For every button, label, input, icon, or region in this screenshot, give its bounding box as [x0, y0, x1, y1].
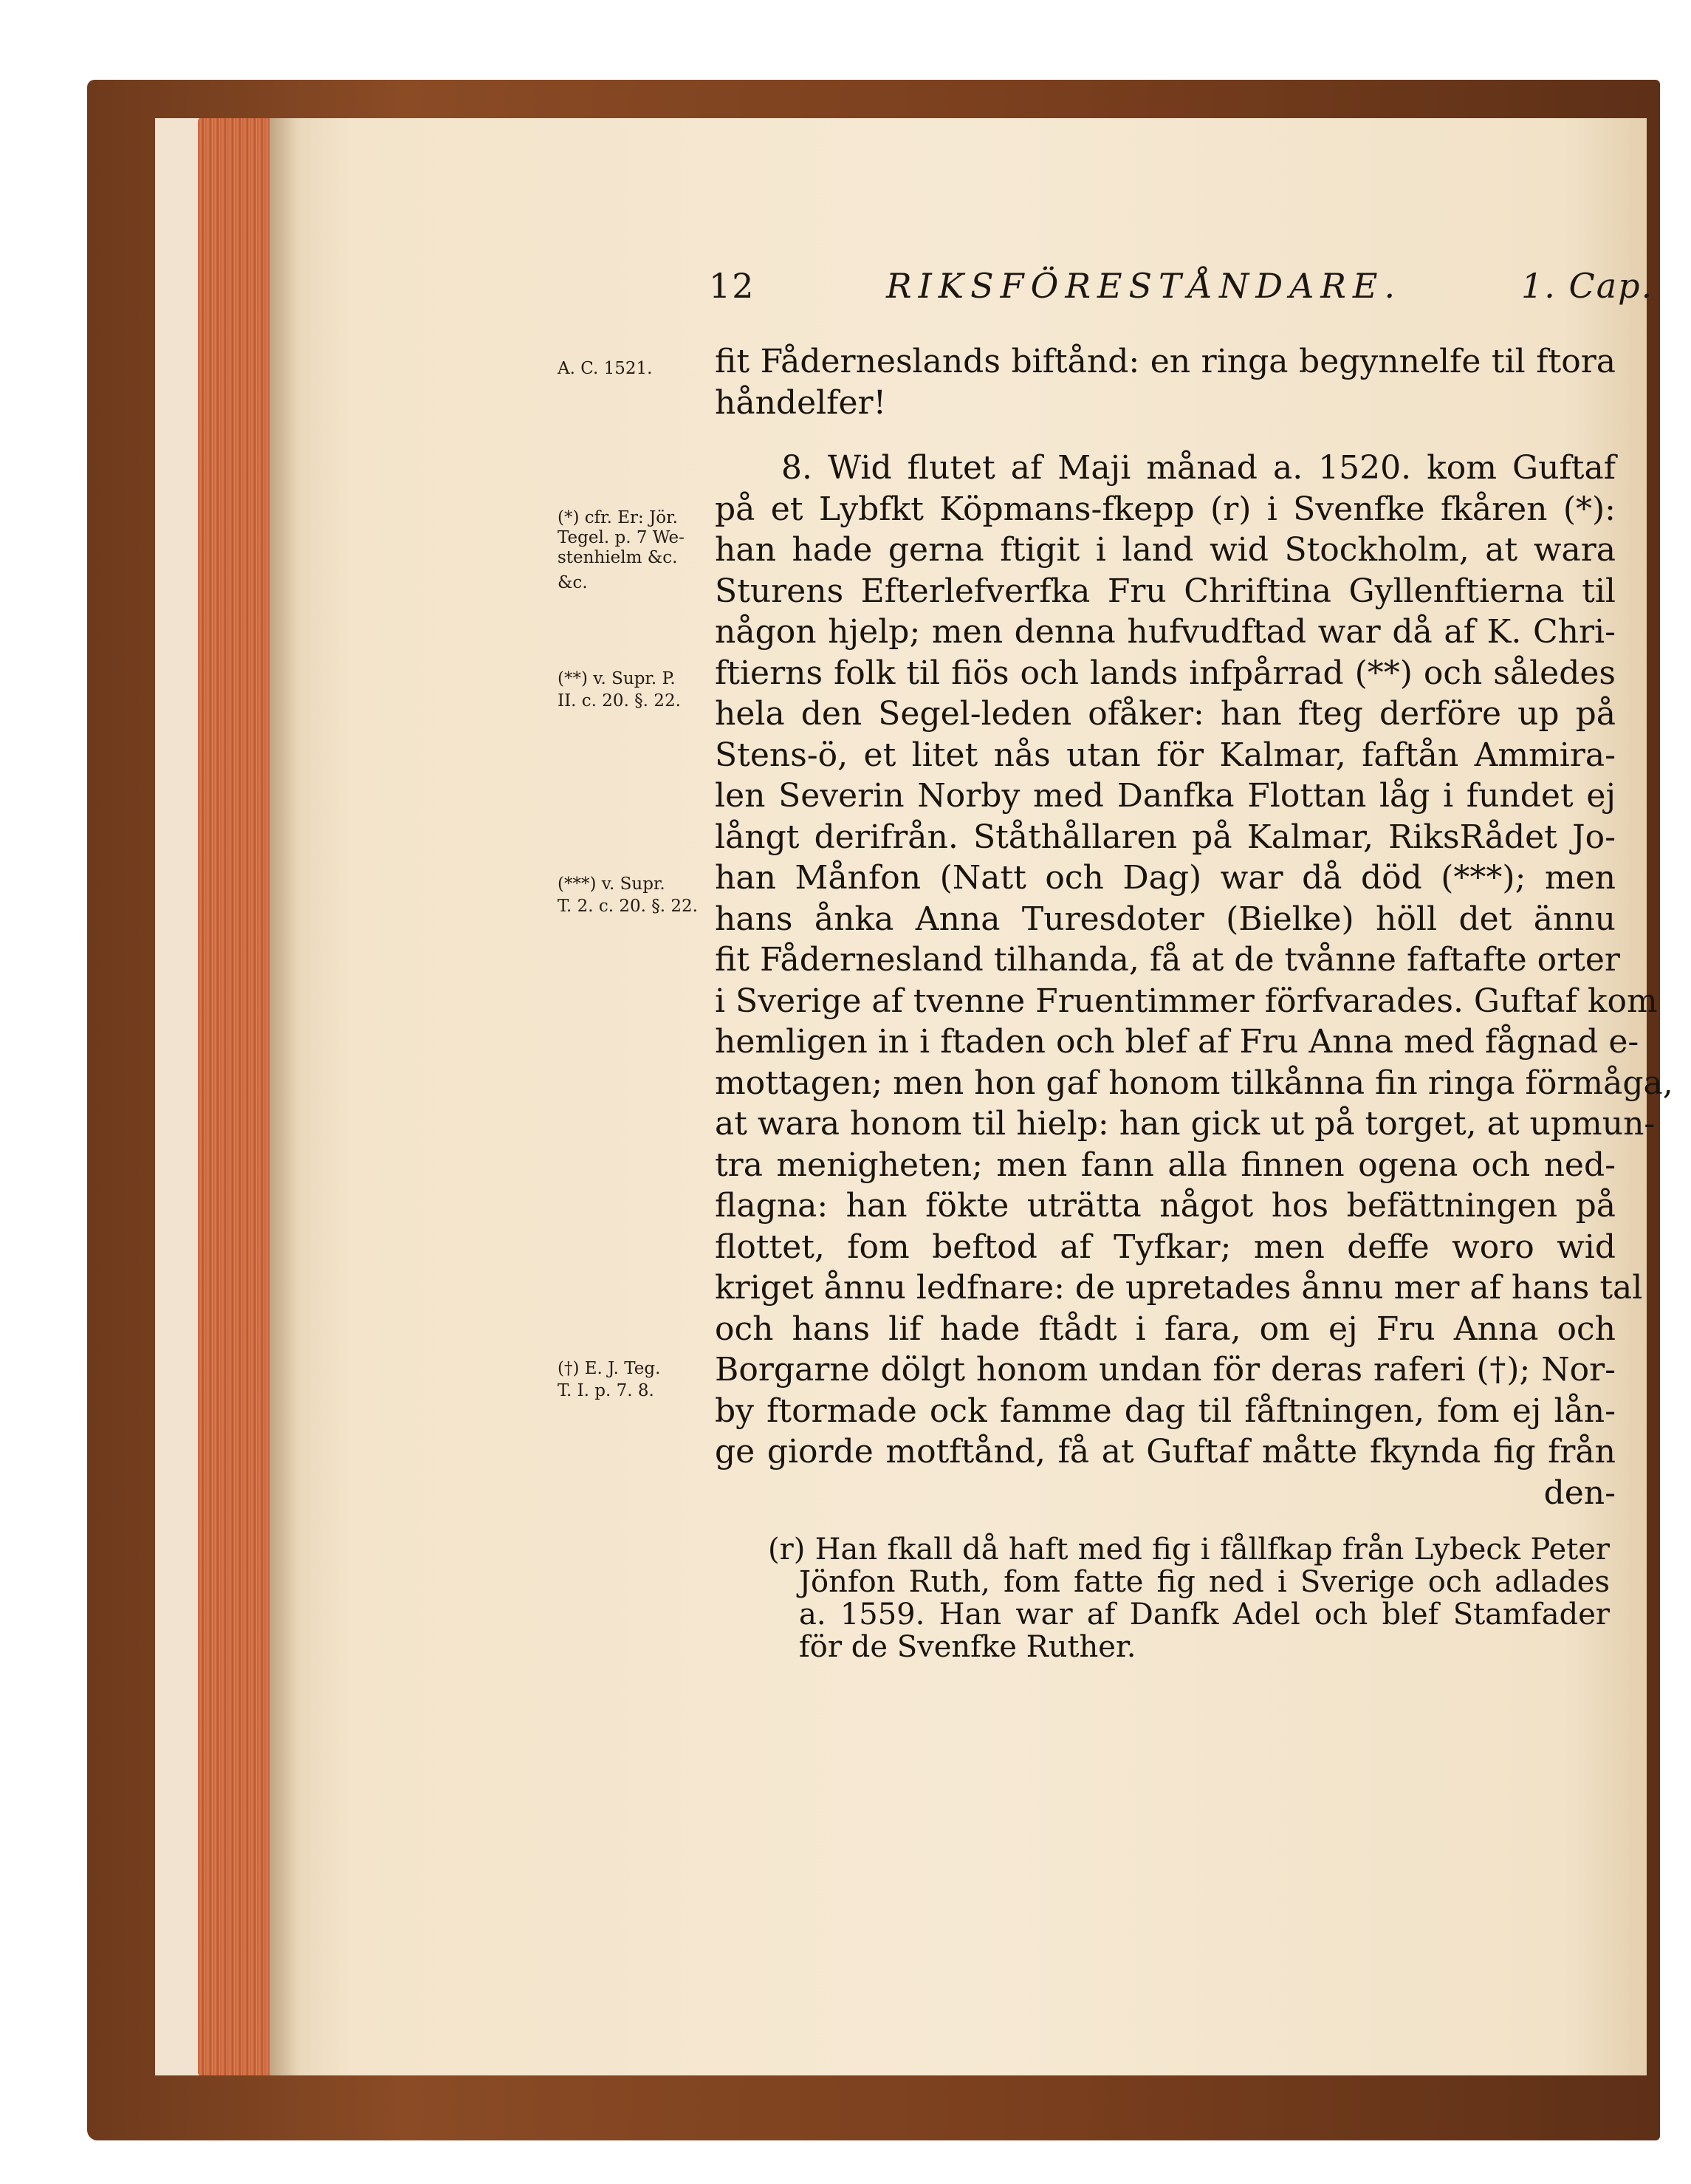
chapter-label: 1. Cap. — [1521, 266, 1654, 306]
page-edges — [198, 118, 272, 2075]
body-line: han hade gerna ftigit i land wid Stockholm, at wara — [715, 531, 1616, 569]
margin-note-4: (†) E. J. Teg. — [558, 1359, 661, 1378]
body-line: någon hjelp; men denna hufvudftad war då af K. Chri- — [715, 613, 1616, 651]
body-line: len Severin Norby med Danfka Flottan låg i fundet ej — [715, 777, 1616, 815]
margin-note-1: stenhielm &c. — [558, 548, 678, 567]
margin-note-4: T. I. p. 7. 8. — [558, 1381, 654, 1400]
margin-note-1: &c. — [558, 573, 588, 592]
body-line: mottagen; men hon gaf honom tilkånna fin ringa förmåga, — [715, 1064, 1673, 1102]
body-line: och hans lif hade ftådt i fara, om ej Fru Anna och — [715, 1310, 1616, 1348]
body-line: på et Lybfkt Köpmans-fkepp (r) i Svenfke fkåren (*): — [715, 490, 1616, 528]
margin-note-2: (**) v. Supr. P. — [558, 669, 676, 688]
endpaper — [155, 118, 199, 2075]
body-line: ge giorde motftånd, få at Guftaf måtte fkynda fig från — [715, 1433, 1616, 1471]
body-line: hans ånka Anna Turesdoter (Bielke) höll det ännu — [715, 900, 1616, 938]
body-line: långt derifrån. Ståthållaren på Kalmar, RiksRådet Jo- — [715, 818, 1616, 856]
body-line: at wara honom til hielp: han gick ut på torget, at upmun- — [715, 1105, 1656, 1143]
body-line: hela den Segel-leden ofåker: han fteg derföre up på — [715, 695, 1616, 733]
body-line: hemligen in i ftaden och blef af Fru Anna med fågnad e- — [715, 1023, 1639, 1061]
margin-note-year: A. C. 1521. — [558, 359, 653, 378]
body-line: tra menigheten; men fann alla finnen ogena och ned- — [715, 1146, 1616, 1184]
page-number: 12 — [709, 266, 755, 306]
margin-note-3: T. 2. c. 20. §. 22. — [558, 897, 698, 916]
margin-note-2: II. c. 20. §. 22. — [558, 691, 681, 711]
body-line: Stens-ö, et litet nås utan för Kalmar, faftån Ammira- — [715, 736, 1616, 774]
margin-note-1: (*) cfr. Er: Jör. — [558, 508, 678, 527]
catchword: den- — [1543, 1474, 1616, 1512]
running-title: RIKSFÖRESTÅNDARE. — [886, 266, 1402, 306]
margin-note-3: (***) v. Supr. — [558, 874, 665, 894]
body-line: fit Fådernesland tilhanda, få at de tvånne faftafte orter — [715, 941, 1620, 979]
footnote-line: (r) Han fkall då haft med fig i fållfkap från Lybeck Peter — [768, 1533, 1610, 1567]
body-line: Borgarne dölgt honom undan för deras raferi (†); Nor- — [715, 1351, 1616, 1389]
body-line: kriget ånnu ledfnare: de upretades ånnu mer af hans tal — [715, 1269, 1643, 1307]
body-line: i Sverige af tvenne Fruentimmer förfvarades. Guftaf kom — [715, 982, 1658, 1020]
body-line: Sturens Efterlefverfka Fru Chriftina Gyllenftierna til — [715, 572, 1616, 610]
body-line: by ftormade ock famme dag til fåftningen, fom ej lån- — [715, 1392, 1616, 1430]
gutter-shadow — [270, 118, 299, 2075]
body-line: fit Fåderneslands biftånd: en ringa begynnelfe til ftora — [715, 343, 1616, 380]
body-line: flottet, fom beftod af Tyfkar; men deffe woro wid — [715, 1228, 1616, 1266]
body-line: flagna: han fökte uträtta något hos befättningen på — [715, 1187, 1616, 1225]
paragraph-first-line: 8. Wid flutet af Maji månad a. 1520. kom Guftaf — [781, 449, 1616, 487]
body-line: han Månfon (Natt och Dag) war då död (***); men — [715, 859, 1616, 897]
body-line: ftierns folk til fiös och lands infpårrad (**) och således — [715, 654, 1616, 692]
margin-note-1: Tegel. p. 7 We- — [558, 528, 685, 547]
footnote-line: för de Svenfke Ruther. — [799, 1630, 1136, 1664]
footnote-line: a. 1559. Han war af Danfk Adel och blef Stamfader — [799, 1598, 1610, 1632]
footnote-line: Jönfon Ruth, fom fatte fig ned i Sverige och adlades — [799, 1565, 1610, 1599]
body-line: håndelfer! — [715, 384, 887, 422]
